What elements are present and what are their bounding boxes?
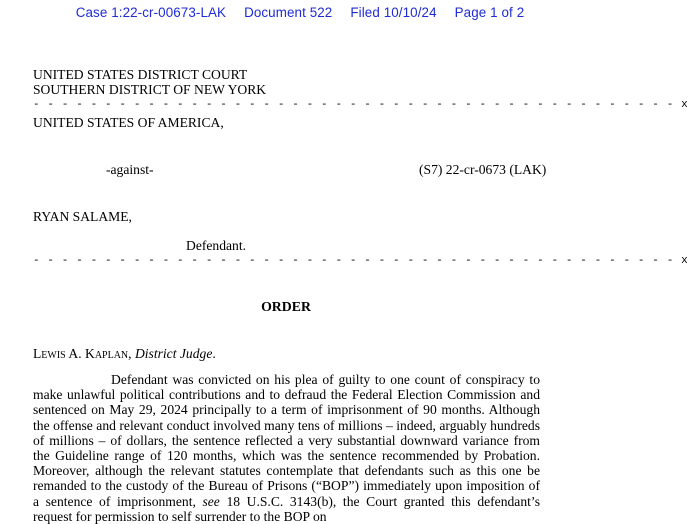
plaintiff-name: UNITED STATES OF AMERICA, — [33, 115, 224, 130]
court-name-line1: UNITED STATES DISTRICT COURT — [33, 67, 248, 82]
judge-title: District Judge — [134, 346, 213, 361]
case-number: (S7) 22-cr-0673 (LAK) — [419, 162, 547, 177]
order-body-paragraph — [33, 372, 540, 524]
paragraph-text-part2: 18 U.S.C. 3143(b), the Court granted this defendant’s request for permission to self surrender to the BOP on — [33, 493, 540, 524]
defendant-label: Defendant. — [186, 238, 247, 253]
document-title: ORDER — [261, 299, 311, 314]
paragraph-citation-signal: see — [202, 493, 220, 509]
judge-attribution — [33, 346, 216, 362]
ecf-filed-date: Filed 10/10/24 — [350, 5, 437, 20]
defendant-name: RYAN SALAME, — [33, 209, 132, 224]
judge-separator: , — [128, 346, 135, 361]
judge-name: Lewis A. Kaplan — [33, 346, 129, 361]
ecf-document-number: Document 522 — [244, 5, 333, 20]
caption-divider-top: - - - - - - - - - - - - - - - - - - - - - - - - - - - - - - - - - - - - - - - - - - - - - x — [33, 99, 688, 111]
caption-divider-bottom: - - - - - - - - - - - - - - - - - - - - - - - - - - - - - - - - - - - - - - - - - - - - - x — [33, 255, 688, 267]
ecf-case-number: Case 1:22-cr-00673-LAK — [75, 5, 227, 20]
paragraph-text-part1: Defendant was convicted on his plea of guilty to one count of conspiracy to make unlawful political contributions and to defraud the Federal Election Commission and sentenced on May 29, 2024 principally to a term of imprisonment of 90 months. Although the offense and relevant conduct involved many tens of millions – indeed, arguably hundreds of millions – of dollars, the sentence reflected a very substantial downward variance from the Guideline range of 120 months, which was the sentence recommended by Probation. Moreover, although the relevant statutes contemplate that defendants such as this one be remanded to the custody of the Bureau of Prisons (“BOP”) immediately upon imposition of a sentence of imprisonment, — [33, 372, 540, 509]
against-label: -against- — [106, 162, 154, 177]
court-name-line2: SOUTHERN DISTRICT OF NEW YORK — [33, 82, 267, 97]
ecf-filing-header — [0, 5, 600, 20]
ecf-page-count: Page 1 of 2 — [454, 5, 525, 20]
judge-end: . — [212, 346, 216, 361]
